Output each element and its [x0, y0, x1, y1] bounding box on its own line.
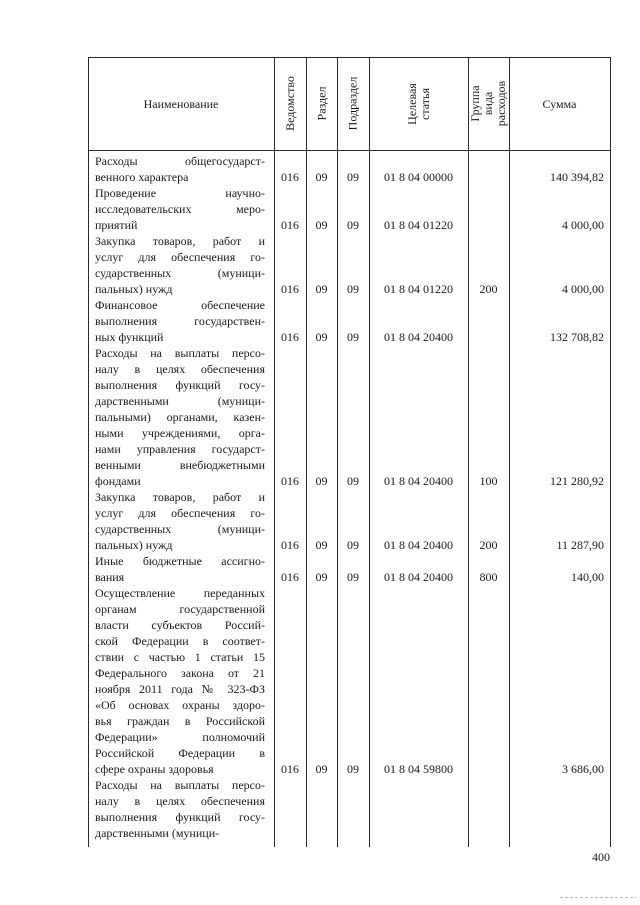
- header-section: [306, 57, 337, 150]
- row-name-line: налу в целях обеспечения: [95, 794, 265, 808]
- row-department: 016: [281, 570, 299, 584]
- row-name-line: выполнения функций госу-: [95, 378, 265, 392]
- row-subsection: 09: [347, 170, 359, 184]
- row-name-line: услуг для обеспечения го-: [95, 250, 265, 264]
- row-name-line: Расходы общегосударст-: [95, 154, 265, 168]
- row-name-line: выполнения государствен-: [95, 314, 265, 328]
- row-name-line: власти субъектов Россий-: [95, 618, 265, 632]
- row-name-line: ствии с частью 1 статьи 15: [95, 650, 265, 664]
- header-sum-label: Сумма: [542, 96, 577, 111]
- row-name-line: пальных) нужд: [95, 282, 173, 296]
- table-left-border: [88, 57, 89, 847]
- row-name-line: Расходы на выплаты персо-: [95, 778, 265, 792]
- row-name-line: ноября 2011 года № 323-ФЗ: [95, 682, 265, 696]
- row-name-line: нами управления государст-: [95, 442, 265, 456]
- row-sum: 140 394,82: [550, 170, 604, 184]
- row-subsection: 09: [347, 762, 359, 776]
- header-section-label: Раздел: [314, 86, 329, 121]
- row-name-line: дарственными (муници-: [95, 394, 265, 408]
- row-sum: 140,00: [571, 570, 604, 584]
- row-department: 016: [281, 538, 299, 552]
- row-expense-group: 200: [479, 282, 498, 296]
- row-subsection: 09: [347, 474, 359, 488]
- header-name: [88, 57, 274, 150]
- row-section: 09: [315, 170, 328, 184]
- row-name-line: фондами: [95, 474, 141, 488]
- header-name-label: Наименование: [143, 96, 219, 111]
- row-subsection: 09: [347, 570, 359, 584]
- row-name-line: Проведение научно-: [95, 186, 265, 200]
- row-section: 09: [315, 762, 328, 776]
- row-section: 09: [315, 474, 328, 488]
- row-name-line: венными внебюджетными: [95, 458, 265, 472]
- row-target-article: 01 8 04 20400: [384, 570, 453, 584]
- row-name-line: исследовательских меро-: [95, 202, 265, 216]
- row-expense-group: 100: [479, 474, 498, 488]
- header-subsection-label: Подраздел: [345, 76, 360, 131]
- row-name-line: ных функций: [95, 330, 164, 344]
- row-name-line: ными учреждениями, орга-: [95, 426, 265, 440]
- header-target-article-label: Целевая статья: [404, 82, 432, 125]
- row-expense-group: 800: [479, 570, 498, 584]
- row-sum: 121 280,92: [550, 474, 604, 488]
- header-bottom-border: [88, 150, 611, 151]
- row-sum: 11 287,90: [556, 538, 604, 552]
- row-name-line: Федерального закона от 21: [95, 666, 265, 680]
- row-name-line: Финансовое обеспечение: [95, 298, 265, 312]
- row-name-line: пальных) нужд: [95, 538, 173, 552]
- row-name-line: Федерации» полномочий: [95, 730, 265, 744]
- row-department: 016: [281, 762, 299, 776]
- header-expense-group: [468, 57, 509, 150]
- row-sum: 4 000,00: [562, 282, 604, 296]
- row-target-article: 01 8 04 20400: [384, 538, 453, 552]
- row-name-line: Иные бюджетные ассигно-: [95, 554, 265, 568]
- row-sum: 132 708,82: [550, 330, 604, 344]
- row-name-line: пальными) органами, казен-: [95, 410, 265, 424]
- row-name-line: органам государственной: [95, 602, 265, 616]
- row-target-article: 01 8 04 20400: [384, 330, 453, 344]
- row-section: 09: [315, 218, 328, 232]
- header-department: [274, 57, 306, 150]
- row-expense-group: 200: [479, 538, 498, 552]
- table-right-border: [610, 57, 611, 847]
- row-section: 09: [315, 570, 328, 584]
- row-sum: 4 000,00: [562, 218, 604, 232]
- header-target-article: [369, 57, 468, 150]
- row-name-line: сударственных (муници-: [95, 522, 265, 536]
- row-department: 016: [281, 170, 299, 184]
- row-name-line: сфере охраны здоровья: [95, 762, 214, 776]
- row-target-article: 01 8 04 20400: [384, 474, 453, 488]
- row-name-line: приятий: [95, 218, 138, 232]
- row-target-article: 01 8 04 01220: [384, 218, 453, 232]
- row-name-line: Закупка товаров, работ и: [95, 234, 265, 248]
- row-section: 09: [315, 330, 328, 344]
- row-section: 09: [315, 538, 328, 552]
- row-name-line: Закупка товаров, работ и: [95, 490, 265, 504]
- row-target-article: 01 8 04 00000: [384, 170, 453, 184]
- row-name-line: венного характера: [95, 170, 189, 184]
- row-target-article: 01 8 04 59800: [384, 762, 453, 776]
- row-name-line: услуг для обеспечения го-: [95, 506, 265, 520]
- row-subsection: 09: [347, 538, 359, 552]
- row-name-line: Расходы на выплаты персо-: [95, 346, 265, 360]
- row-name-line: дарственными (муници-: [95, 826, 220, 840]
- budget-table: [88, 57, 611, 847]
- row-name-line: вья граждан в Российской: [95, 714, 265, 728]
- row-name-line: выполнения функций госу-: [95, 810, 265, 824]
- row-department: 016: [281, 282, 299, 296]
- row-name-line: Российской Федерации в: [95, 746, 265, 760]
- header-expense-group-label: Группа вида расходов: [468, 80, 508, 127]
- row-department: 016: [281, 474, 299, 488]
- row-department: 016: [281, 218, 299, 232]
- row-name-line: Осуществление переданных: [95, 586, 265, 600]
- scan-border-mark: [560, 896, 636, 899]
- row-subsection: 09: [347, 330, 359, 344]
- row-name-line: «Об основах охраны здоро-: [95, 698, 265, 712]
- header-department-label: Ведомство: [282, 76, 297, 131]
- header-subsection: [337, 57, 369, 150]
- row-target-article: 01 8 04 01220: [384, 282, 453, 296]
- column-divider: [468, 57, 469, 847]
- row-department: 016: [281, 330, 299, 344]
- row-name-line: вания: [95, 570, 125, 584]
- row-sum: 3 686,00: [562, 762, 604, 776]
- row-name-line: налу в целях обеспечения: [95, 362, 265, 376]
- page-number: 400: [592, 850, 610, 864]
- row-name-line: сударственных (муници-: [95, 266, 265, 280]
- header-sum: [509, 57, 610, 150]
- row-subsection: 09: [347, 282, 359, 296]
- row-subsection: 09: [347, 218, 359, 232]
- row-name-line: ской Федерации в соответ-: [95, 634, 265, 648]
- row-section: 09: [315, 282, 328, 296]
